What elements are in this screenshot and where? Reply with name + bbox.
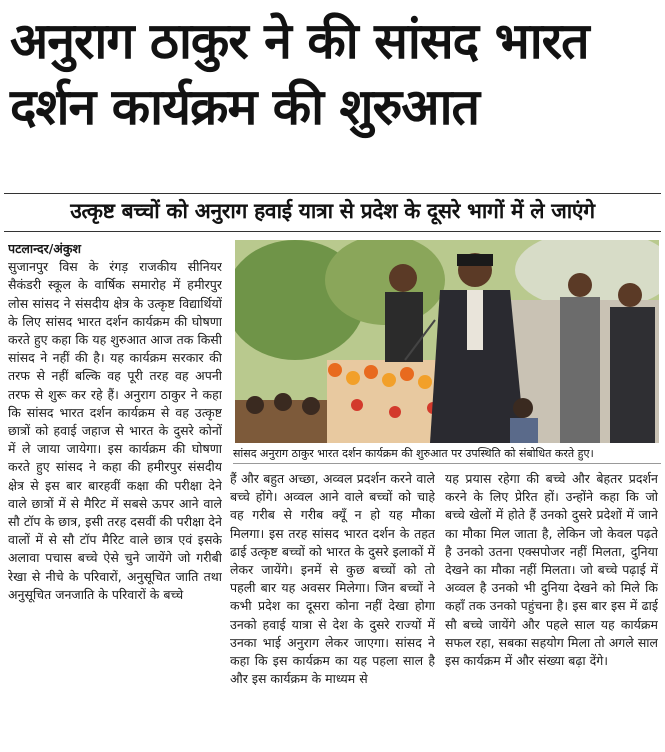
dateline: पटलान्दर/अंकुश xyxy=(8,241,81,256)
speaker-shirt xyxy=(467,290,483,350)
photo-caption: सांसद अनुराग ठाकुर भारत दर्शन कार्यक्रम की शुरुआत पर उपस्थिति को संबोधित करते हुए। xyxy=(233,445,661,464)
headline-rule xyxy=(4,193,661,194)
article-text-3: यह प्रयास रहेगा की बच्चे और बेहतर प्रदर्शन करने के लिए प्रेरित हों। उन्होंने कहा कि जो बच्चे खेलों में होते हैं उनको दुसरे प्रदेशों में जाने का मौका मिल जाता है, लेकिन जो केवल पढ़ते है उनको उतना एक्सपोजर नहीं मिलता, दुनिया देखने का मौका नहीं मिलता। जो बच्चे पढ़ाई में अव्वल है उनको भी दुनिया देखने को मिले कि कहाँ तक उनको पहुंचना है। इस बार इस में ढाई सौ बच्चे जायेंगे और पहले साल यह कार्यक्रम सफल रहा, सबका सहयोग मिला तो अगले साल इस कार्यक्रम में और संख्या बढ़ा देंगे। xyxy=(445,471,658,669)
child-body-4 xyxy=(510,418,538,443)
news-photo xyxy=(235,240,659,443)
child-head-1 xyxy=(246,396,264,414)
article-text-2: हैं और बहुत अच्छा, अव्वल प्रदर्शन करने वाले बच्चे होंगे। अव्वल आने वाले बच्चों को चाहे वह गरीब से गरीब क्यूँ न हो यह मौका मिलगा। इस तरह सांसद भारत दर्शन के तहत ढाई उत्कृष्ट बच्चों को भारत के दुसरे इलाकों में लेकर जायेंगे। इनमें से कुछ बच्चों को तो पहली बार यह अवसर मिलेगा। जिन बच्चों ने कभी प्रदेश का दूसरा कोना नहीं देखा होगा उनको हवाई यात्रा से देश के दुसरे राज्यों में उनका भाई अनुराग लेकर जाएगा। सांसद ने कहा कि इस कार्यक्रम का यह पहला साल है और इस कार्यक्रम के माध्यम से xyxy=(230,471,435,687)
subheadline: उत्कृष्ट बच्चों को अनुराग हवाई यात्रा से प्रदेश के दूसरे भागों में ले जाएंगे xyxy=(70,199,595,223)
person-back-body xyxy=(385,292,423,362)
official-1-body xyxy=(560,297,600,443)
subheadline-rule xyxy=(4,231,661,232)
headline-line-1: अनुराग ठाकुर ने की सांसद भारत xyxy=(10,12,589,70)
child-head-3 xyxy=(302,397,320,415)
child-head-4 xyxy=(513,398,533,418)
official-2-head xyxy=(618,283,642,307)
article-column-1 xyxy=(8,240,222,752)
child-head-2 xyxy=(274,393,292,411)
article-column-2 xyxy=(230,470,435,752)
photo-illustration xyxy=(235,240,659,443)
official-2-body xyxy=(610,307,655,443)
official-1-head xyxy=(568,273,592,297)
article-text-1: सुजानपुर विस के रंगड़ राजकीय सीनियर सैकंडरी स्कूल के वार्षिक समारोह में हमीरपुर लोस सांसद ने संसदीय क्षेत्र के उत्कृष्ट विद्यार्थियों के लिए सांसद भारत दर्शन कार्यक्रम की घोषणा करते हुए कहा कि यह शुरुआत आज तक किसी सांसद ने नहीं की है। यह कार्यक्रम सरकार की तरफ से नहीं बल्कि वह पूरी तरह वह अपनी तरफ से शुरू कर रहे हैं। अनुराग ठाकुर ने कहा कि सांसद भारत दर्शन कार्यक्रम से वह उत्कृष्ट छात्रों को हवाई जहाज से भारत के दुसरे कोनों में ले जाया जायेगा। इस कार्यक्रम की घोषणा करते हुए सांसद ने कहा की हमीरपुर संसदीय क्षेत्र से इस बार बारहवीं कक्षा की परीक्षा देने वाले छात्रों में से मैरिट में सबसे ऊपर आने वाले सौ टॉप के छात्र, इसी तरह दसवीं की परीक्षा देने वालों में से सौ टॉप मैरिट वाले छात्र एवं इसके अलावा पचास बच्चे ऐसे चुने जायेंगे जो गरीबी रेखा से नीचे के परिवारों, अनुसूचित जाति तथा अनुसूचित जनजाति के परिवारों के बच्चे xyxy=(8,259,222,602)
article-column-3 xyxy=(445,470,658,752)
speaker-hair xyxy=(457,254,493,266)
headline-line-2: दर्शन कार्यक्रम की शुरुआत xyxy=(10,78,480,136)
headline xyxy=(10,8,660,140)
person-back-head xyxy=(389,264,417,292)
